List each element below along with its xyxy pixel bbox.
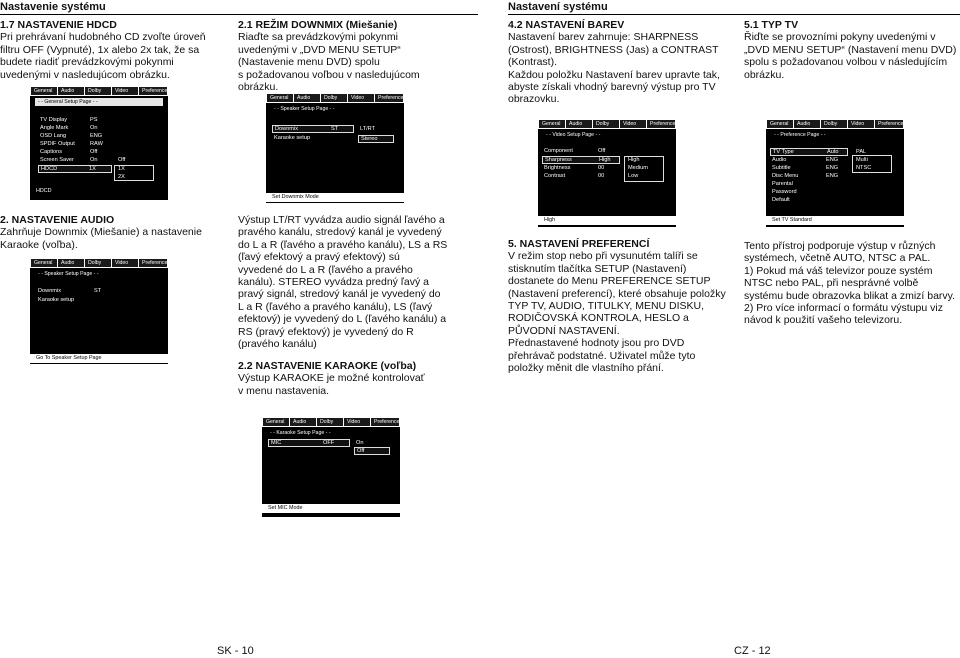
left-page-header: Nastavenie systému (0, 1, 106, 13)
page-title-bar: - - Speaker Setup Page - - (35, 270, 163, 278)
tab-video: Video (848, 120, 874, 128)
option-selected: Stereo (358, 135, 394, 143)
menu-value: ENG (826, 173, 839, 179)
screen-footer: Set MIC Mode (262, 504, 400, 513)
option-selected: Off (354, 447, 390, 455)
menu-row (30, 117, 168, 125)
tab-audio: Audio (566, 120, 592, 128)
screen-general-setup (30, 86, 168, 200)
tvtype-info-paragraph: Tento přístroj podporuje výstup v různých systémech, včetně AUTO, NTSC a PAL. 1) Pokud má váš televizor pouze systém NTSC nebo PAL, při nesprávné volbě systému bude obrazovka blikat a zmizí barvy. 2) Pro více informací o formátu výstupu viz návod k použití vašeho televizoru. (744, 240, 956, 327)
menu-row (30, 141, 168, 149)
menu-value: ENG (826, 157, 839, 163)
menu-label: OSD Lang (40, 133, 67, 139)
menu-label: HDCD (41, 166, 58, 172)
menu-value: On (90, 157, 98, 163)
section-preference-text: V režim stop nebo při vysunutém talíři se stisknutím tlačítka SETUP (Nastavení) dostanete do Menu PREFERENCE SETUP (Nastavení preferencí), které obsahuje položky TYP TV, AUDIO, TITULKY, MENU DISKU, RODIČOVSKÁ KONTROLA, HESLO a PŮVODNÍ NASTAVENÍ. Přednastavené hodnoty jsou pro DVD přehrávač podstatné. Uživatel může tyto položky měnit dle vlastního přání. (508, 250, 726, 375)
menu-option: High (628, 157, 640, 163)
header-rule-left (0, 14, 478, 15)
menu-option: 2X (118, 174, 125, 180)
menu-value: OFF (323, 440, 335, 446)
screen-speaker-setup-audio (30, 258, 168, 364)
menu-label: SPDIF Output (40, 141, 75, 147)
screen-karaoke-setup (262, 417, 400, 517)
menu-label: TV Type (773, 149, 794, 155)
tab-bar (538, 119, 676, 129)
screen-footer: HDCD (30, 187, 168, 196)
menu-row (766, 157, 904, 165)
menu-value: ST (331, 126, 339, 132)
menu-value: Off (598, 148, 606, 154)
tab-general: General (539, 120, 565, 128)
menu-option: Off (118, 157, 126, 163)
tab-dolby: Dolby (85, 87, 111, 95)
tab-preference: Preference (375, 94, 403, 102)
menu-option: 1X (118, 166, 125, 172)
menu-value: Auto (827, 149, 839, 155)
menu-option: On (356, 440, 364, 446)
menu-row (30, 149, 168, 157)
menu-option: Multi (856, 157, 868, 163)
menu-label: Angle Mark (40, 125, 69, 131)
menu-label: Captions (40, 149, 63, 155)
page-title-bar: - - Speaker Setup Page - - (271, 105, 399, 113)
menu-label: Disc Menu (772, 173, 799, 179)
tab-dolby: Dolby (317, 418, 343, 426)
tab-audio: Audio (794, 120, 820, 128)
tab-audio: Audio (294, 94, 320, 102)
menu-label: Contrast (544, 173, 566, 179)
tab-dolby: Dolby (593, 120, 619, 128)
menu-option: Low (628, 173, 639, 179)
section-colour (508, 19, 733, 106)
menu-label: Component (544, 148, 573, 154)
section-downmix-title: 2.1 REŽIM DOWNMIX (Miešanie) (238, 19, 398, 31)
menu-row (30, 157, 168, 165)
menu-value: High (599, 157, 611, 163)
page-title-bar: - - General Setup Page - - (35, 98, 163, 106)
menu-label: Screen Saver (40, 157, 74, 163)
tab-bar (30, 86, 168, 96)
menu-row (766, 173, 904, 181)
menu-value: Off (90, 149, 98, 155)
tab-audio: Audio (58, 87, 84, 95)
menu-row (30, 297, 168, 305)
menu-row (766, 189, 904, 197)
menu-row (538, 148, 676, 156)
tab-video: Video (344, 418, 370, 426)
menu-label: Subtitle (772, 165, 791, 171)
menu-label: Brightness (544, 165, 571, 171)
header-rule-right (508, 14, 960, 15)
screen-footer: Set TV Standard (766, 216, 904, 225)
section-tvtype (744, 19, 960, 81)
menu-value: 00 (598, 165, 605, 171)
section-tvtype-title: 5.1 TYP TV (744, 19, 799, 31)
menu-option: NTSC (856, 165, 872, 171)
screen-footer: Go To Speaker Setup Page (30, 354, 168, 363)
ltrt-text (238, 214, 478, 350)
menu-label: Parental (772, 181, 793, 187)
ltrt-paragraph: Výstup LT/RT vyvádza audio signál ľavého a pravého kanálu, stredový kanál je vyvedený do L a R (ľavého a pravého kanálu), LS a RS (ľavý efektový a pravý efektový) sú vyvedené do L a R (ľavého a pravého kanálu). STEREO vyvádza predný ľavý a pravý signál, stredový kanál je vyvedený do L a R (ľavého a pravého kanálu), LS (ľavý efektový) je vyvedený do L (ľavého kanálu) a RS (pravý efektový) je vyvedený do R (pravého kanálu) (238, 214, 448, 351)
tab-general: General (267, 94, 293, 102)
screen-speaker-setup-downmix (266, 93, 404, 203)
section-hdcd (0, 19, 225, 81)
section-audio-text: Zahrňuje Downmix (Miešanie) a nastavenie Karaoke (voľba). (0, 226, 202, 251)
menu-row (766, 197, 904, 205)
menu-value: 1X (89, 166, 96, 172)
section-colour-title: 4.2 NASTAVENÍ BAREV (508, 19, 625, 31)
section-downmix (238, 19, 468, 93)
menu-value: ENG (90, 133, 103, 139)
section-preference-title: 5. NASTAVENÍ PREFERENCÍ (508, 238, 650, 250)
screen-video-setup (538, 119, 676, 227)
page-title-bar: - - Video Setup Page - - (543, 131, 671, 139)
tab-preference: Preference (371, 418, 399, 426)
section-hdcd-text: Pri prehrávaní hudobného CD zvoľte úroveň filtru OFF (Vypnuté), 1x alebo 2x tak, že sa budete riadiť prevádzkovými pokynmi uvedenými v nasledujúcom obrázku. (0, 31, 206, 81)
menu-row (538, 157, 676, 165)
section-karaoke (238, 360, 478, 397)
section-tvtype-text: Řiďte se provozními pokyny uvedenými v „DVD MENU SETUP“ (Nastavení menu DVD) spolu s požadovanou volbou v následujícím obrázku. (744, 31, 957, 81)
menu-label: MIC (271, 440, 282, 446)
menu-value: PS (90, 117, 98, 123)
menu-row (30, 125, 168, 133)
menu-label: Audio (772, 157, 787, 163)
section-colour-text: Nastavení barev zahrnuje: SHARPNESS (Ostrost), BRIGHTNESS (Jas) a CONTRAST (Kontrast). Každou položku Nastavení barev upravte tak, abyste získali vhodný barevný výstup pro TV obrazovku. (508, 31, 720, 106)
left-page-number: SK - 10 (217, 645, 254, 657)
menu-value: ST (94, 288, 102, 294)
tab-preference: Preference (647, 120, 675, 128)
menu-label: Karaoke setup (38, 297, 75, 303)
section-audio-title: 2. NASTAVENIE AUDIO (0, 214, 115, 226)
tab-preference: Preference (139, 87, 167, 95)
tab-bar (266, 93, 404, 103)
tab-audio: Audio (290, 418, 316, 426)
menu-label: Downmix (275, 126, 299, 132)
menu-row (30, 174, 168, 182)
tab-video: Video (620, 120, 646, 128)
tab-general: General (31, 87, 57, 95)
tab-general: General (767, 120, 793, 128)
tab-dolby: Dolby (321, 94, 347, 102)
tvtype-info-text (744, 240, 960, 327)
tab-audio: Audio (58, 259, 84, 267)
menu-row (766, 181, 904, 189)
section-downmix-text: Riaďte sa prevádzkovými pokynmi uvedenými v „DVD MENU SETUP“ (Nastavenie menu DVD) spolu s požadovanou voľbou v nasledujúcom obrázku. (238, 31, 420, 94)
tab-bar (262, 417, 400, 427)
page-title-bar: - - Karaoke Setup Page - - (267, 429, 395, 437)
menu-label: Default (772, 197, 790, 203)
tab-video: Video (348, 94, 374, 102)
menu-value: RAW (90, 141, 103, 147)
section-karaoke-title: 2.2 NASTAVENIE KARAOKE (voľba) (238, 360, 417, 372)
menu-row (538, 165, 676, 173)
tab-preference: Preference (875, 120, 903, 128)
menu-row (766, 165, 904, 173)
right-page-number: CZ - 12 (734, 645, 771, 657)
screen-footer: Set Downmix Mode (266, 193, 404, 202)
menu-row (538, 173, 676, 181)
menu-label: Sharpness (545, 157, 572, 163)
tab-dolby: Dolby (85, 259, 111, 267)
menu-option: Medium (628, 165, 648, 171)
tab-bar (30, 258, 168, 268)
menu-option: LT/RT (360, 126, 376, 132)
menu-value: On (90, 125, 98, 131)
menu-label: Karaoke setup (274, 135, 311, 141)
menu-value: 00 (598, 173, 605, 179)
tab-general: General (31, 259, 57, 267)
tab-preference: Preference (139, 259, 167, 267)
tab-video: Video (112, 259, 138, 267)
screen-footer: High (538, 216, 676, 225)
menu-label: Password (772, 189, 797, 195)
screen-preference-setup (766, 119, 904, 227)
tab-bar (766, 119, 904, 129)
tab-general: General (263, 418, 289, 426)
tab-dolby: Dolby (821, 120, 847, 128)
page-title-bar: - - Preference Page - - (771, 131, 899, 139)
section-hdcd-title: 1.7 NASTAVENIE HDCD (0, 19, 117, 31)
menu-label: Downmix (38, 288, 62, 294)
tab-video: Video (112, 87, 138, 95)
menu-row (266, 126, 404, 134)
menu-row (30, 166, 168, 174)
section-audio (0, 214, 225, 251)
right-page-header: Nastavení systému (508, 1, 608, 13)
menu-value: ENG (826, 165, 839, 171)
section-karaoke-text: Výstup KARAOKE je možné kontrolovať v menu nastavenia. (238, 372, 425, 397)
menu-row (30, 133, 168, 141)
menu-label: TV Display (40, 117, 68, 123)
menu-option: PAL (856, 149, 867, 155)
menu-row (30, 288, 168, 296)
section-preference (508, 238, 733, 374)
